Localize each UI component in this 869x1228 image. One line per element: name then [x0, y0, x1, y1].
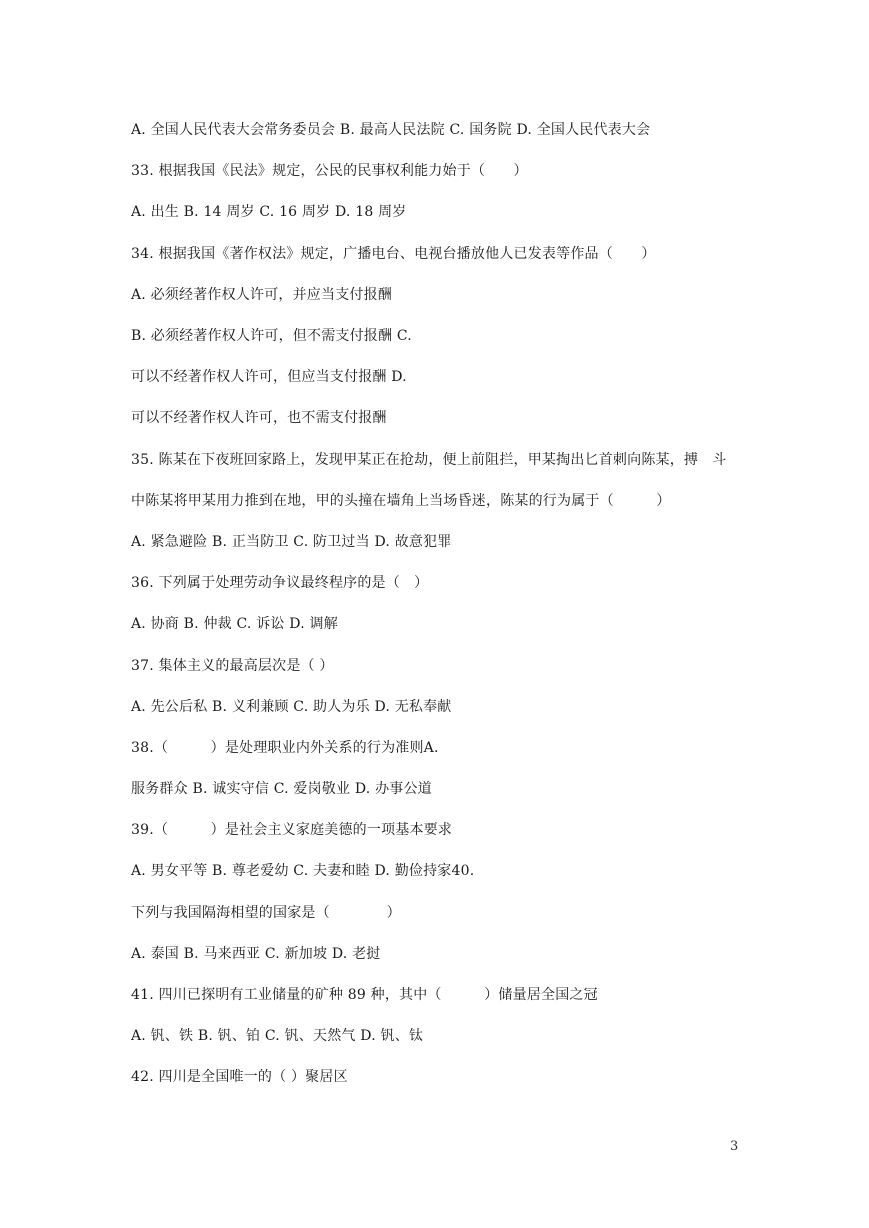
text-line: B. 必须经著作权人许可，但不需支付报酬 C.	[131, 328, 412, 344]
question-35: 35. 陈某在下夜班回家路上，发现甲某正在抢劫，便上前阻拦，甲某掏出匕首刺向陈某，搏 斗	[131, 452, 727, 468]
text-line: A. 紧急避险 B. 正当防卫 C. 防卫过当 D. 故意犯罪	[131, 534, 452, 550]
text-line: A. 出生 B. 14 周岁 C. 16 周岁 D. 18 周岁	[131, 204, 407, 220]
text-line: A. 必须经著作权人许可，并应当支付报酬	[131, 287, 393, 303]
text-line: 可以不经著作权人许可，但应当支付报酬 D.	[131, 369, 407, 385]
text-line: 服务群众 B. 诚实守信 C. 爱岗敬业 D. 办事公道	[131, 781, 432, 797]
text-line: A. 泰国 B. 马来西亚 C. 新加坡 D. 老挝	[131, 946, 381, 962]
text-line: 可以不经著作权人许可，也不需支付报酬	[131, 410, 387, 426]
question-33: 33. 根据我国《民法》规定，公民的民事权利能力始于（ ）	[131, 163, 528, 179]
text-line: A. 钒、铁 B. 钒、铂 C. 钒、天然气 D. 钒、钛	[131, 1028, 424, 1044]
question-41: 41. 四川已探明有工业储量的矿种 89 种，其中（ ）储量居全国之冠	[131, 987, 598, 1003]
text-line: A. 男女平等 B. 尊老爱幼 C. 夫妻和睦 D. 勤俭持家40.	[131, 863, 475, 879]
text-line: A. 全国人民代表大会常务委员会 B. 最高人民法院 C. 国务院 D. 全国人民代表大会	[131, 122, 651, 138]
text-line: 中陈某将甲某用力推到在地，甲的头撞在墙角上当场昏迷，陈某的行为属于（ ）	[131, 493, 671, 509]
question-34: 34. 根据我国《著作权法》规定，广播电台、电视台播放他人已发表等作品（ ）	[131, 246, 656, 262]
text-line: A. 协商 B. 仲裁 C. 诉讼 D. 调解	[131, 616, 338, 632]
question-38: 38.（ ）是处理职业内外关系的行为准则A.	[131, 740, 439, 756]
text-line: A. 先公后私 B. 义利兼顾 C. 助人为乐 D. 无私奉献	[131, 699, 452, 715]
question-37: 37. 集体主义的最高层次是（ ）	[131, 658, 334, 674]
page-number: 3	[730, 1139, 739, 1154]
question-39: 39.（ ）是社会主义家庭美德的一项基本要求	[131, 822, 453, 838]
question-40: 下列与我国隔海相望的国家是（ ）	[131, 905, 401, 921]
question-36: 36. 下列属于处理劳动争议最终程序的是（ ）	[131, 575, 429, 591]
question-42: 42. 四川是全国唯一的（ ）聚居区	[131, 1069, 348, 1085]
